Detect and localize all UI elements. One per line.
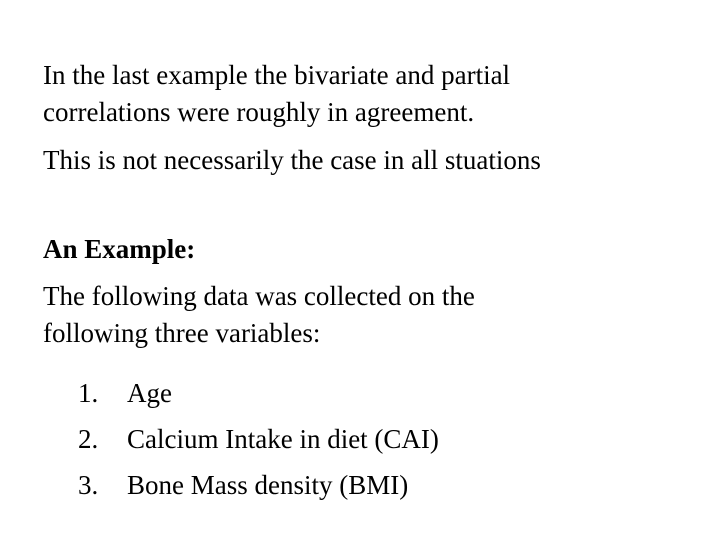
list-item bbox=[78, 416, 439, 462]
intro-line-2: correlations were roughly in agreement. bbox=[43, 97, 475, 127]
list-item-text: Age bbox=[127, 378, 172, 408]
data-description-paragraph bbox=[43, 278, 475, 352]
data-description-line-2: following three variables: bbox=[43, 318, 321, 348]
variables-list bbox=[78, 370, 439, 508]
example-heading: An Example: bbox=[43, 234, 196, 264]
list-item-number: 3. bbox=[78, 470, 99, 500]
caveat-paragraph: This is not necessarily the case in all stuations bbox=[43, 145, 541, 175]
list-item bbox=[78, 462, 439, 508]
list-item-text: Bone Mass density (BMI) bbox=[127, 470, 409, 500]
list-item-text: Calcium Intake in diet (CAI) bbox=[127, 424, 439, 454]
list-item bbox=[78, 370, 439, 416]
list-item-number: 2. bbox=[78, 424, 99, 454]
data-description-line-1: The following data was collected on the bbox=[43, 281, 475, 311]
intro-paragraph bbox=[43, 57, 510, 131]
intro-line-1: In the last example the bivariate and partial bbox=[43, 60, 511, 90]
list-item-number: 1. bbox=[78, 378, 99, 408]
